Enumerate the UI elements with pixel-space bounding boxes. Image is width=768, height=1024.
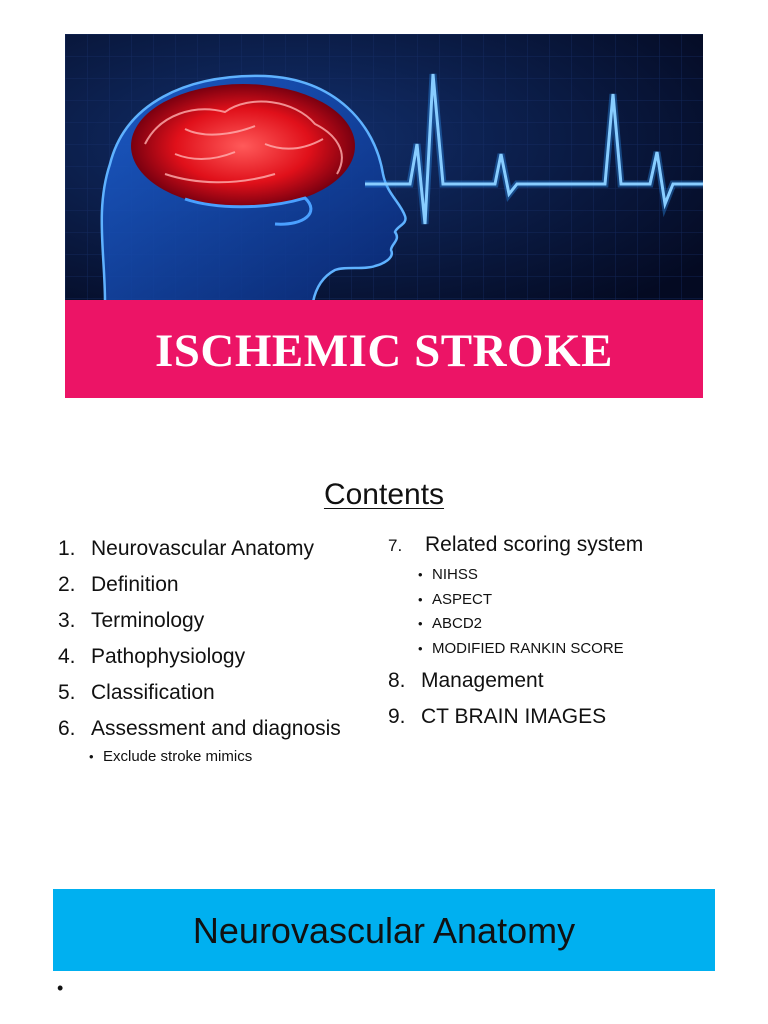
- brain-head-heartbeat-illustration: [65, 34, 703, 302]
- item-number: 5.: [58, 681, 76, 704]
- list-item: [388, 666, 643, 702]
- item-text: Assessment and diagnosis: [91, 717, 341, 740]
- item-text: Classification: [91, 681, 215, 704]
- sub-list-item: [418, 589, 643, 614]
- contents-left-column: [58, 534, 341, 771]
- item-number: 9.: [388, 705, 406, 728]
- sub-item-text: ASPECT: [432, 590, 493, 608]
- page-title: ISCHEMIC STROKE: [154, 325, 614, 377]
- sub-item-text: ABCD2: [432, 615, 483, 632]
- item-number: 3.: [58, 609, 76, 632]
- item-text: Definition: [91, 573, 179, 596]
- list-item: [388, 530, 643, 566]
- sub-list-item: [58, 746, 341, 771]
- list-item: [388, 702, 643, 738]
- contents-heading-text: Contents: [323, 478, 445, 511]
- list-item: [58, 642, 341, 678]
- sub-item-text: Exclude stroke mimics: [103, 748, 253, 765]
- hero-image: [65, 34, 703, 302]
- item-text: CT BRAIN IMAGES: [421, 705, 607, 728]
- contents-heading: [0, 478, 768, 512]
- sub-item-text: NIHSS: [432, 566, 478, 583]
- item-text: Related scoring system: [425, 533, 644, 556]
- item-number: 6.: [58, 717, 76, 740]
- list-item: [58, 570, 341, 606]
- list-item: [58, 606, 341, 642]
- contents-right-column: [388, 530, 643, 738]
- item-number: 7.: [388, 536, 403, 555]
- section-title: Neurovascular Anatomy: [192, 910, 576, 951]
- item-number: 1.: [58, 537, 76, 560]
- item-number: 4.: [58, 645, 76, 668]
- bullet: •: [418, 591, 423, 607]
- item-text: Neurovascular Anatomy: [91, 537, 314, 560]
- bullet: •: [89, 749, 94, 764]
- bullet: •: [418, 616, 423, 631]
- bullet: •: [418, 640, 423, 656]
- item-text: Management: [421, 669, 544, 692]
- sub-list-item: [418, 564, 643, 589]
- list-item: [58, 678, 341, 714]
- section-banner: [53, 889, 715, 971]
- list-item: [58, 714, 341, 750]
- item-number: 2.: [58, 573, 76, 596]
- item-number: 8.: [388, 669, 406, 692]
- sub-item-text: MODIFIED RANKIN SCORE: [432, 639, 624, 657]
- scoring-sub-list: [388, 564, 643, 662]
- item-text: Pathophysiology: [91, 645, 246, 668]
- empty-bullet: •: [57, 978, 64, 998]
- list-item: [58, 534, 341, 570]
- title-banner: [65, 300, 703, 398]
- sub-list-item: [418, 613, 643, 638]
- sub-list-item: [418, 638, 643, 663]
- bullet: •: [418, 567, 423, 582]
- item-text: Terminology: [91, 609, 205, 632]
